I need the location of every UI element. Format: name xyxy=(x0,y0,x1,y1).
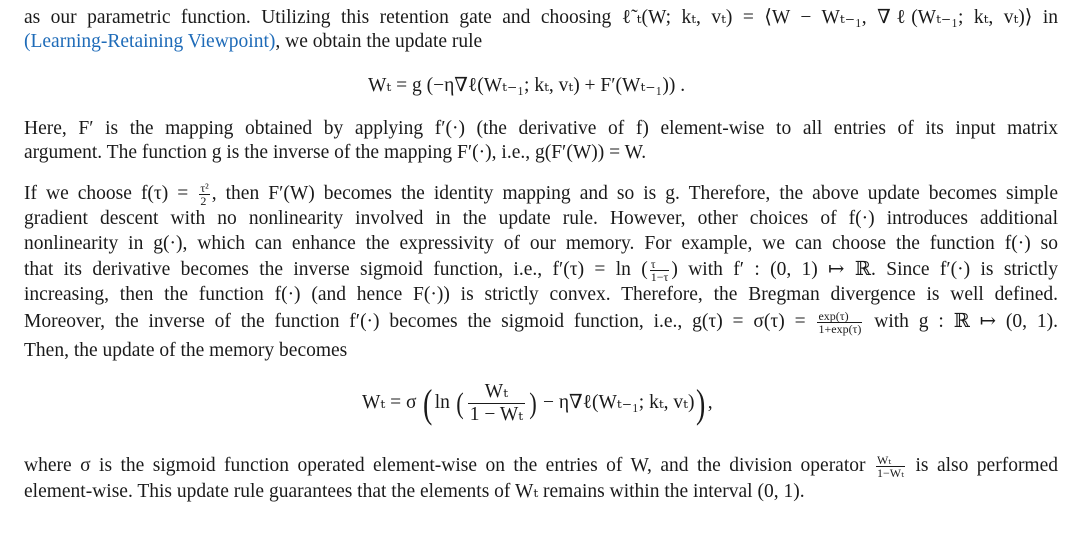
close-paren-inner: ) xyxy=(529,386,537,420)
frac-den: 1−τ xyxy=(650,270,669,285)
para3-line1-b: , then F′(W) becomes the identity mapping and so is g. Therefore, the above update becomes simple xyxy=(211,183,1058,204)
close-paren: ) xyxy=(696,380,706,426)
frac-num: τ² xyxy=(200,181,209,196)
division-fraction xyxy=(876,454,905,479)
frac-den: 1+exp(τ) xyxy=(818,322,862,337)
equation-update-rule: Wₜ = g (−η∇ℓ(Wₜ₋₁; kₜ, vₜ) + F′(Wₜ₋₁)) . xyxy=(368,75,686,96)
para1-line2-rest: , we obtain the update rule xyxy=(275,31,483,52)
frac-den: 1−Wₜ xyxy=(876,466,905,481)
para3-line1 xyxy=(24,182,1058,207)
para3-line3: nonlinearity in g(·), which can enhance the expressivity of our memory. For example, we can choose the function f(·) so xyxy=(24,233,1058,254)
frac-num: Wₜ xyxy=(876,454,905,467)
tau-squared-fraction xyxy=(199,182,209,207)
eq2-fraction xyxy=(468,381,525,426)
frac-den: 1 − Wₜ xyxy=(469,404,524,426)
equation-sigmoid-update xyxy=(362,381,713,426)
para1-line2 xyxy=(24,30,482,54)
para3-line7: Then, the update of the memory becomes xyxy=(24,340,348,361)
para3-line1-a: If we choose f(τ) = xyxy=(24,183,189,204)
para2-line1: Here, F′ is the mapping obtained by applying f′(·) (the derivative of f) element-wise to all entries of its input matrix xyxy=(24,118,1058,139)
frac-num: exp(τ) xyxy=(817,310,862,323)
para2-line2: argument. The function g is the inverse of the mapping F′(·), i.e., g(F′(W)) = W. xyxy=(24,142,647,163)
para3-line5: increasing, then the function f(·) (and hence F(·)) is strictly convex. Therefore, the Bregman divergence is well defined. xyxy=(24,284,1058,305)
para3-line6 xyxy=(24,310,1058,335)
para4-line1-a: where σ is the sigmoid function operated element-wise on the entries of W, and the division operator xyxy=(24,455,866,476)
frac-den: 2 xyxy=(200,194,207,209)
tau-over-one-minus-tau-fraction xyxy=(650,258,670,283)
frac-num: Wₜ xyxy=(468,381,525,404)
eq2-ln: ln xyxy=(434,392,450,413)
eq2-lhs: Wₜ = σ xyxy=(362,392,417,413)
para3-line4-a: that its derivative becomes the inverse sigmoid function, i.e., f′(τ) = ln ( xyxy=(24,259,648,280)
sigmoid-fraction xyxy=(817,310,862,335)
para4-line1 xyxy=(24,454,1058,479)
para3-line4 xyxy=(24,258,1058,283)
para3-line6-b: with g : ℝ ↦ (0, 1). xyxy=(874,311,1059,332)
eq2-rest: − η∇ℓ(Wₜ₋₁; kₜ, vₜ) xyxy=(542,392,695,413)
para4-line1-b: is also performed xyxy=(915,455,1059,476)
para1-line1: as our parametric function. Utilizing this retention gate and choosing ℓ̃ₜ(W; kₜ, vₜ) = ⟨W − Wₜ₋₁, ∇ℓ(Wₜ₋₁; kₜ, vₜ)⟩ in xyxy=(24,7,1058,28)
frac-num: τ xyxy=(650,258,670,271)
open-paren: ( xyxy=(423,380,433,426)
open-paren-inner: ( xyxy=(455,386,464,420)
para3-line2: gradient descent with no nonlinearity involved in the update rule. However, other choices of f(·) introduces additional xyxy=(24,208,1058,229)
para3-line4-b: ) with f′ : (0, 1) ↦ ℝ. Since f′(·) is strictly xyxy=(671,259,1058,280)
eq2-tail: , xyxy=(707,392,713,413)
para3-line6-a: Moreover, the inverse of the function f′(·) becomes the sigmoid function, i.e., g(τ) = σ(τ) = xyxy=(24,311,806,332)
para4-line2: element-wise. This update rule guarantees that the elements of Wₜ remains within the interval (0, 1). xyxy=(24,481,805,502)
viewpoint-link[interactable]: (Learning-Retaining Viewpoint) xyxy=(24,31,276,52)
